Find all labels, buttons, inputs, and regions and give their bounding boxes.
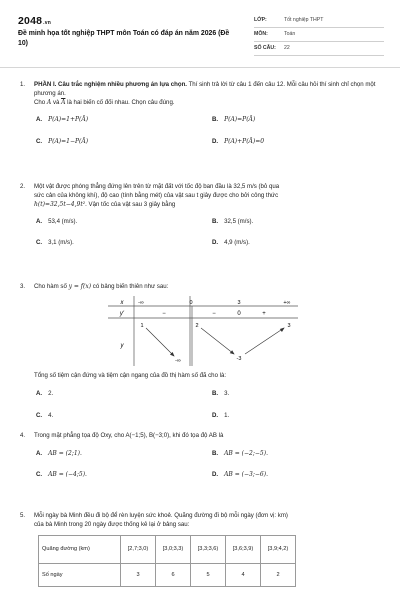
frequency-table-wrap (38, 535, 296, 587)
y-value: -∞ (175, 358, 181, 364)
answer-option[interactable]: C. AB = (−4;5). (36, 470, 87, 478)
answer-option[interactable]: A. AB = (2;1). (36, 449, 82, 457)
question-4: 4. Trong mặt phẳng tọa độ Oxy, cho A(−1;5), B(−3;0), khi đó tọa độ AB là A. AB = (2;1). B. AB = (−2;−5). C. AB = (−4;5). D. AB = (−3;−6). (20, 432, 390, 490)
y-value: 3 (287, 323, 291, 329)
table-cell: 4 (226, 564, 261, 587)
answer-option[interactable]: B. AB = (−2;−5). (212, 449, 268, 457)
table-cell: [2,7;3,0) (121, 536, 156, 564)
question-5-text: Mỗi ngày bà Minh đều đi bộ để rèn luyện sức khoẻ. Quãng đường đi bộ mỗi ngày (đơn vị: km) của bà Minh trong 20 ngày được thống kê lại ở bảng sau: (34, 512, 288, 528)
site-logo[interactable]: 2048.vn (18, 15, 51, 27)
question-3-text: Cho hàm số y = f(x) có bảng biến thiên như sau: (34, 283, 169, 290)
table-cell: [3,9;4,2) (261, 536, 296, 564)
table-cell: 5 (191, 564, 226, 587)
answer-option[interactable]: D. 4,9 (m/s). (212, 239, 250, 247)
meta-class: LỚP: Tốt nghiệp THPT (254, 14, 384, 28)
question-2-text: Một vật được phóng thẳng đứng lên trên từ mặt đất với tốc độ ban đầu là 32,5 m/s (bỏ qua sức cản của không khí), độ cao (tính bằng mét) của vật sau t giây được cho bởi công thức h(t)=32,5t−4,9t². Vận tốc của vật sau 3 giây bằng (34, 183, 280, 208)
answer-option[interactable]: A. 53,4 (m/s). (36, 218, 78, 226)
table-cell: [3,6;3,9) (226, 536, 261, 564)
table-cell: [3,3;3,6) (191, 536, 226, 564)
table-cell: [3,0;3,3) (156, 536, 191, 564)
answer-option[interactable]: C. 4. (36, 411, 54, 419)
x-value: -∞ (138, 300, 144, 306)
question-3-continued: Tổng số tiệm cận đứng và tiệm cận ngang của đồ thị hàm số đã cho là: A. 2. B. 3. C. 4. D. 1. (34, 372, 230, 419)
table-cell: 2 (261, 564, 296, 587)
document-title: Đề minh họa tốt nghiệp THPT môn Toán có đáp án năm 2026 (Đề 10) (18, 30, 230, 47)
answer-option[interactable]: D. P(A)+P(Ā)=0 (212, 138, 265, 146)
decreasing-arrow (146, 328, 174, 356)
question-2: 2. Một vật được phóng thẳng đứng lên trên từ mặt đất với tốc độ ban đầu là 32,5 m/s (bỏ qua sức cản của không khí), độ cao (tính bằng mét) của vật sau t giây được cho bởi công thức h(t)=32,5t−4,9t². Vận tốc của vật sau 3 giây bằng A. 53,4 (m/s). B. 32,5 (m/s). C. 3,1 (m/s). D. 4,9 (m/s). (20, 183, 390, 258)
answer-option[interactable]: B. 3. (212, 389, 230, 397)
y-prime-row-label: y' (119, 311, 125, 317)
x-value: 0 (189, 300, 193, 306)
meta-subject: MÔN: Toán (254, 28, 384, 42)
y-prime-sign: + (262, 311, 266, 317)
exam-meta (254, 14, 384, 56)
table-header-cell: Số ngày (39, 564, 121, 587)
y-value: 2 (195, 323, 199, 329)
table-cell: 6 (156, 564, 191, 587)
answer-option[interactable]: C. 3,1 (m/s). (36, 239, 74, 247)
y-prime-sign: − (212, 311, 216, 317)
y-value: -3 (236, 356, 242, 362)
question-5: 5. Mỗi ngày bà Minh đều đi bộ để rèn luyện sức khoẻ. Quãng đường đi bộ mỗi ngày (đơn vị: km) của bà Minh trong 20 ngày được thống kê lại ở bảng sau: (20, 512, 390, 530)
decreasing-arrow (201, 328, 234, 354)
y-prime-sign: − (162, 311, 166, 317)
question-1-text: PHẦN I. Câu trắc nghiệm nhiều phương án lựa chọn. Thí sinh trả lời từ câu 1 đến câu 12. Mỗi câu hỏi thí sinh chỉ chọn một phương án. Cho A và $\overline{A}$ là hai biến cố đối nhau. Chọn câu đúng. (34, 81, 376, 106)
answer-option[interactable]: A. 2. (36, 389, 54, 397)
question-3: 3. Cho hàm số y = f(x) có bảng biến thiên như sau: (20, 283, 390, 292)
variation-table (108, 296, 298, 366)
x-value: 3 (237, 300, 241, 306)
y-value: 1 (140, 323, 144, 329)
x-value: +∞ (283, 300, 291, 306)
answer-option[interactable]: D. 1. (212, 411, 230, 419)
document-header (0, 0, 400, 66)
answer-option[interactable]: B. 32,5 (m/s). (212, 218, 254, 226)
table-header-cell: Quãng đường (km) (39, 536, 121, 564)
answer-option[interactable]: A. P(A)=1+P(Ā) (36, 116, 89, 124)
answer-option[interactable]: D. AB = (−3;−6). (212, 470, 268, 478)
y-row-label: y (120, 343, 124, 349)
meta-question-count: SỐ CÂU: 22 (254, 42, 384, 56)
answer-option[interactable]: B. P(A)=P(Ā) (212, 116, 256, 124)
answer-option[interactable]: C. P(A)=1−P(Ā) (36, 138, 89, 146)
question-4-text: Trong mặt phẳng tọa độ Oxy, cho A(−1;5), B(−3;0), khi đó tọa độ AB là (34, 432, 224, 439)
increasing-arrow (245, 328, 284, 354)
y-prime-sign: 0 (237, 311, 241, 317)
header-divider (0, 67, 400, 68)
question-1: 1. PHẦN I. Câu trắc nghiệm nhiều phương án lựa chọn. Thí sinh trả lời từ câu 1 đến câu 12. Mỗi câu hỏi thí sinh chỉ chọn một phương án. Cho A và $\overline{A}$ là hai biến cố đối nhau. Chọn câu đúng. A. P(A)=1+P(Ā) B. P(A)=P(Ā) C. P(A)=1−P(Ā) D. P(A)+P(Ā)=0 (20, 81, 390, 156)
x-row-label: x (120, 300, 124, 306)
frequency-table (38, 535, 296, 587)
table-cell: 3 (121, 564, 156, 587)
